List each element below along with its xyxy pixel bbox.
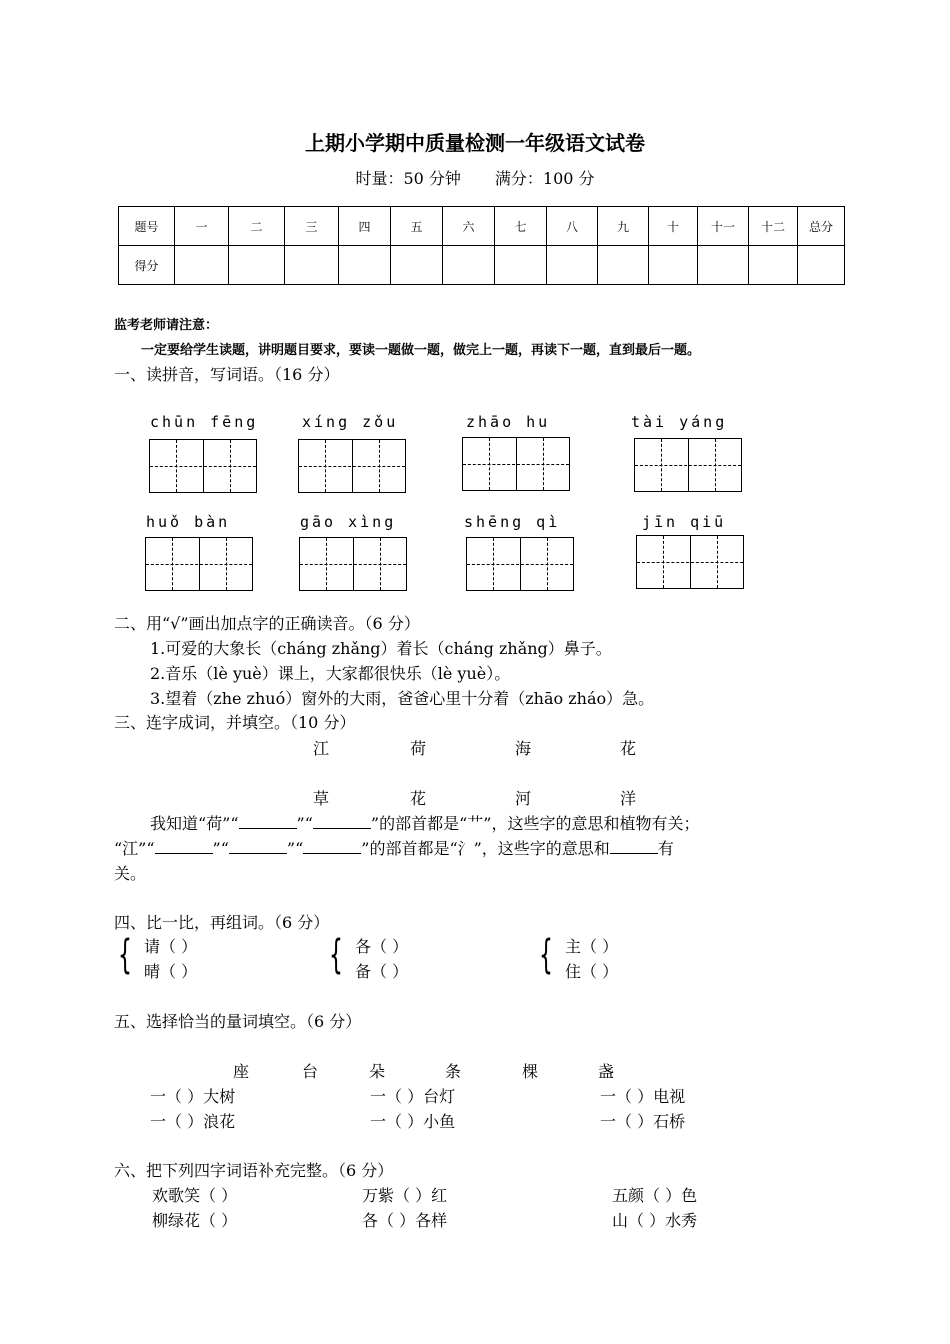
idiom-item: 欢歌笑（ ） [152, 1186, 238, 1205]
table-row [119, 207, 845, 246]
tian-grid[interactable] [636, 535, 744, 589]
char-option: 花 [410, 789, 427, 808]
fill-blank[interactable] [239, 812, 297, 829]
tian-grid[interactable] [299, 537, 407, 591]
idiom-item: 各（ ）各样 [362, 1211, 448, 1230]
sentence-text: 我知道“荷”“ [150, 814, 239, 833]
q1-heading: 一、读拼音，写词语。（16 分） [114, 365, 340, 384]
sentence-text: ”的部首都是“氵”，这些字的意思和 [361, 839, 610, 858]
score-cell[interactable] [749, 246, 798, 285]
sentence-text: 有 [657, 839, 674, 858]
char-option: 荷 [410, 739, 427, 758]
compare-item: 晴（ ） [144, 962, 198, 981]
pinyin-label: shēng qì [464, 513, 561, 531]
fill-item: 一（ ）石桥 [600, 1112, 686, 1131]
compare-item: 住（ ） [565, 962, 619, 981]
score-cell[interactable] [798, 246, 845, 285]
score-cell[interactable] [391, 246, 443, 285]
tian-grid[interactable] [634, 438, 742, 492]
q3-sentence-1 [150, 811, 699, 834]
notice-title: 监考老师请注意： [114, 318, 219, 333]
q3-sentence-2 [114, 836, 674, 859]
fill-blank[interactable] [610, 837, 658, 854]
brace-icon: { [539, 932, 553, 978]
brace-icon: { [329, 932, 343, 978]
fill-blank[interactable] [229, 837, 287, 854]
char-option: 花 [620, 739, 637, 758]
tian-grid[interactable] [145, 537, 253, 591]
table-cell: 一 [175, 207, 229, 246]
table-cell: 总分 [798, 207, 845, 246]
fill-item: 一（ ）小鱼 [370, 1112, 456, 1131]
q2-item: 3.望着（zhe zhuó）窗外的大雨，爸爸心里十分着（zhāo zháo）急。 [150, 689, 655, 708]
table-cell: 二 [229, 207, 285, 246]
table-cell: 八 [547, 207, 598, 246]
compare-item: 备（ ） [355, 962, 409, 981]
score-cell[interactable] [649, 246, 698, 285]
full-score: 满分：100 分 [494, 169, 595, 188]
score-table [118, 206, 845, 285]
table-cell: 九 [598, 207, 649, 246]
fill-item: 一（ ）台灯 [370, 1087, 456, 1106]
score-cell[interactable] [698, 246, 749, 285]
q4-heading: 四、比一比，再组词。（6 分） [114, 913, 330, 932]
compare-item: 请（ ） [144, 937, 198, 956]
q2-heading: 二、用“√”画出加点字的正确读音。（6 分） [114, 614, 420, 633]
measure-word: 座 [233, 1062, 250, 1081]
sentence-text: ”“ [296, 814, 313, 833]
score-cell[interactable] [339, 246, 391, 285]
fill-blank[interactable] [155, 837, 213, 854]
sentence-text: ”的部首都是“艹”，这些字的意思和植物有关； [370, 814, 700, 833]
q2-item: 2.音乐（lè yuè）课上，大家都很快乐（lè yuè）。 [150, 664, 511, 683]
notice-text: 一定要给学生读题，讲明题目要求，要读一题做一题，做完上一题，再读下一题，直到最后一题。 [141, 343, 701, 358]
compare-item: 主（ ） [565, 937, 619, 956]
page-title: 上期小学期中质量检测一年级语文试卷 [305, 131, 645, 155]
pinyin-label: xíng zǒu [302, 413, 399, 431]
table-row [119, 246, 845, 285]
score-cell[interactable] [547, 246, 598, 285]
tian-grid[interactable] [462, 437, 570, 491]
score-cell[interactable] [598, 246, 649, 285]
pinyin-label: tài yáng [631, 413, 728, 431]
pinyin-label: jīn qiū [642, 513, 727, 531]
tian-grid[interactable] [298, 439, 406, 493]
table-cell: 题号 [119, 207, 175, 246]
table-cell: 六 [443, 207, 495, 246]
time-limit: 时量：50 分钟 [355, 169, 461, 188]
exam-info [0, 166, 950, 189]
score-cell[interactable] [495, 246, 547, 285]
compare-item: 各（ ） [355, 937, 409, 956]
table-cell: 十一 [698, 207, 749, 246]
fill-blank[interactable] [313, 812, 371, 829]
q3-heading: 三、连字成词，并填空。（10 分） [114, 713, 356, 732]
q2-item: 1.可爱的大象长（cháng zhǎng）着长（cháng zhǎng）鼻子。 [150, 639, 612, 658]
idiom-item: 柳绿花（ ） [152, 1211, 238, 1230]
table-cell: 十二 [749, 207, 798, 246]
q5-heading: 五、选择恰当的量词填空。（6 分） [114, 1012, 362, 1031]
brace-icon: { [118, 932, 132, 978]
sentence-text: “江”“ [114, 839, 155, 858]
score-cell[interactable] [285, 246, 339, 285]
fill-item: 一（ ）浪花 [150, 1112, 236, 1131]
pinyin-label: huǒ bàn [146, 513, 231, 531]
pinyin-label: zhāo hu [466, 413, 551, 431]
fill-blank[interactable] [303, 837, 361, 854]
sentence-text: ”“ [286, 839, 304, 858]
sentence-text: ”“ [212, 839, 229, 858]
fill-item: 一（ ）电视 [600, 1087, 686, 1106]
table-cell: 十 [649, 207, 698, 246]
score-cell[interactable] [443, 246, 495, 285]
idiom-item: 山（ ）水秀 [612, 1211, 698, 1230]
char-option: 江 [313, 739, 330, 758]
tian-grid[interactable] [466, 537, 574, 591]
q6-heading: 六、把下列四字词语补充完整。（6 分） [114, 1161, 394, 1180]
table-cell: 三 [285, 207, 339, 246]
measure-word: 台 [302, 1062, 319, 1081]
char-option: 草 [313, 789, 330, 808]
idiom-item: 五颜（ ）色 [612, 1186, 698, 1205]
idiom-item: 万紫（ ）红 [362, 1186, 448, 1205]
table-cell: 五 [391, 207, 443, 246]
score-cell[interactable] [229, 246, 285, 285]
char-option: 海 [515, 739, 532, 758]
char-option: 洋 [620, 789, 637, 808]
fill-item: 一（ ）大树 [150, 1087, 236, 1106]
table-cell: 七 [495, 207, 547, 246]
tian-grid[interactable] [149, 439, 257, 493]
table-cell: 四 [339, 207, 391, 246]
measure-word: 棵 [522, 1062, 539, 1081]
measure-word: 朵 [369, 1062, 386, 1081]
pinyin-label: gāo xìng [300, 513, 397, 531]
char-option: 河 [515, 789, 532, 808]
pinyin-label: chūn fēng [150, 413, 259, 431]
measure-word: 条 [445, 1062, 462, 1081]
score-cell[interactable] [175, 246, 229, 285]
table-cell: 得分 [119, 246, 175, 285]
q3-sentence-3: 关。 [114, 864, 147, 883]
measure-word: 盏 [598, 1062, 615, 1081]
